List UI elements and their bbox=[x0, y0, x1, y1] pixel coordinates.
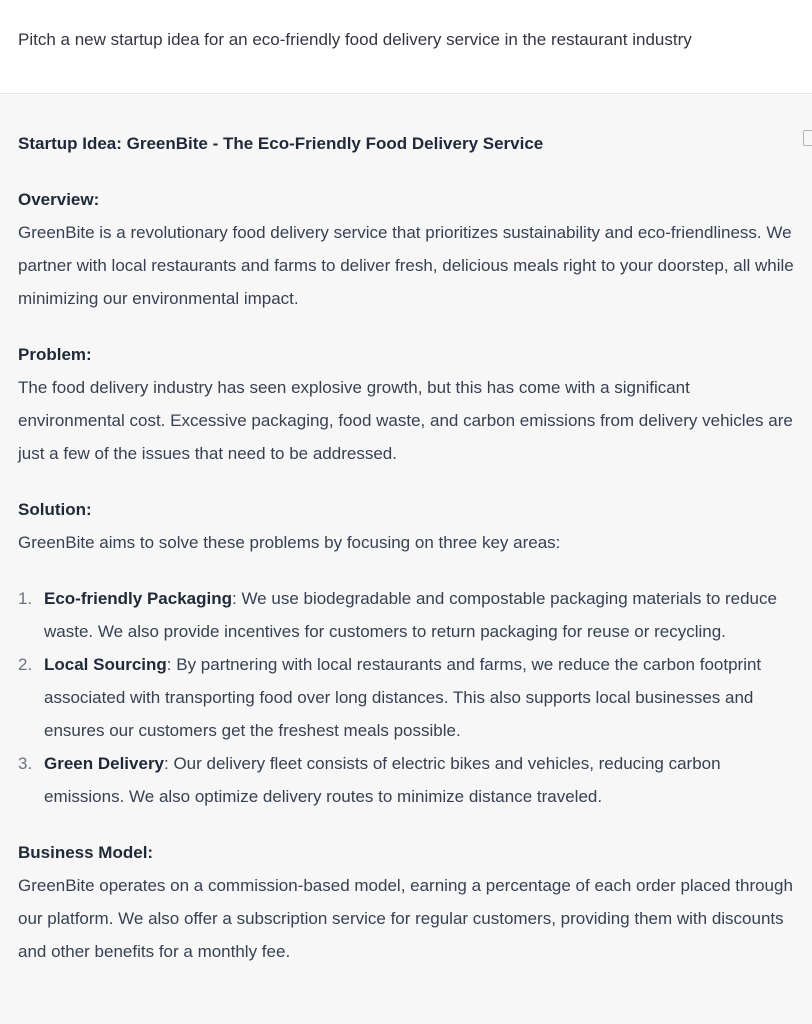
problem-section bbox=[18, 338, 794, 470]
list-item-number: 3. bbox=[18, 754, 33, 773]
response-title: Startup Idea: GreenBite - The Eco-Friendly Food Delivery Service bbox=[18, 134, 544, 153]
list-item-label: Green Delivery bbox=[44, 754, 165, 773]
solution-list bbox=[18, 582, 794, 813]
list-item-label: Local Sourcing bbox=[44, 655, 167, 674]
solution-text: GreenBite aims to solve these problems by focusing on three key areas: bbox=[18, 533, 561, 552]
list-item-number: 2. bbox=[18, 655, 33, 674]
assistant-message bbox=[0, 95, 812, 1024]
list-item-label: Eco-friendly Packaging bbox=[44, 589, 232, 608]
list-item bbox=[18, 648, 794, 747]
list-item-text: : By partnering with local restaurants and farms, we reduce the carbon footprint associated with transporting food over long distances. This also supports local businesses and ensures our customers get the freshest meals possible. bbox=[44, 655, 762, 740]
list-item bbox=[18, 747, 794, 813]
user-message bbox=[0, 0, 812, 94]
problem-text: The food delivery industry has seen explosive growth, but this has come with a significant environmental cost. Excessive packaging, food waste, and carbon emissions from delivery vehicles are just a few of the issues that need to be addressed. bbox=[18, 378, 793, 463]
business-model-heading: Business Model: bbox=[18, 843, 154, 862]
overview-heading: Overview: bbox=[18, 190, 100, 209]
list-item-text: : We use biodegradable and compostable packaging materials to reduce waste. We also provide incentives for customers to return packaging for reuse or recycling. bbox=[44, 589, 777, 641]
solution-section bbox=[18, 493, 794, 559]
overview-text: GreenBite is a revolutionary food delivery service that prioritizes sustainability and eco-friendliness. We partner with local restaurants and farms to deliver fresh, delicious meals right to your doorstep, all while minimizing our environmental impact. bbox=[18, 223, 794, 308]
copy-icon[interactable] bbox=[803, 130, 812, 146]
list-item bbox=[18, 582, 794, 648]
solution-heading: Solution: bbox=[18, 500, 92, 519]
business-model-section bbox=[18, 836, 794, 968]
overview-section bbox=[18, 183, 794, 315]
user-message-text: Pitch a new startup idea for an eco-friendly food delivery service in the restaurant industry bbox=[18, 30, 692, 49]
business-model-text: GreenBite operates on a commission-based model, earning a percentage of each order placed through our platform. We also offer a subscription service for regular customers, providing them with discounts and other benefits for a monthly fee. bbox=[18, 876, 793, 961]
list-item-text: : Our delivery fleet consists of electric bikes and vehicles, reducing carbon emissions. We also optimize delivery routes to minimize distance traveled. bbox=[44, 754, 721, 806]
list-item-number: 1. bbox=[18, 589, 33, 608]
problem-heading: Problem: bbox=[18, 345, 92, 364]
